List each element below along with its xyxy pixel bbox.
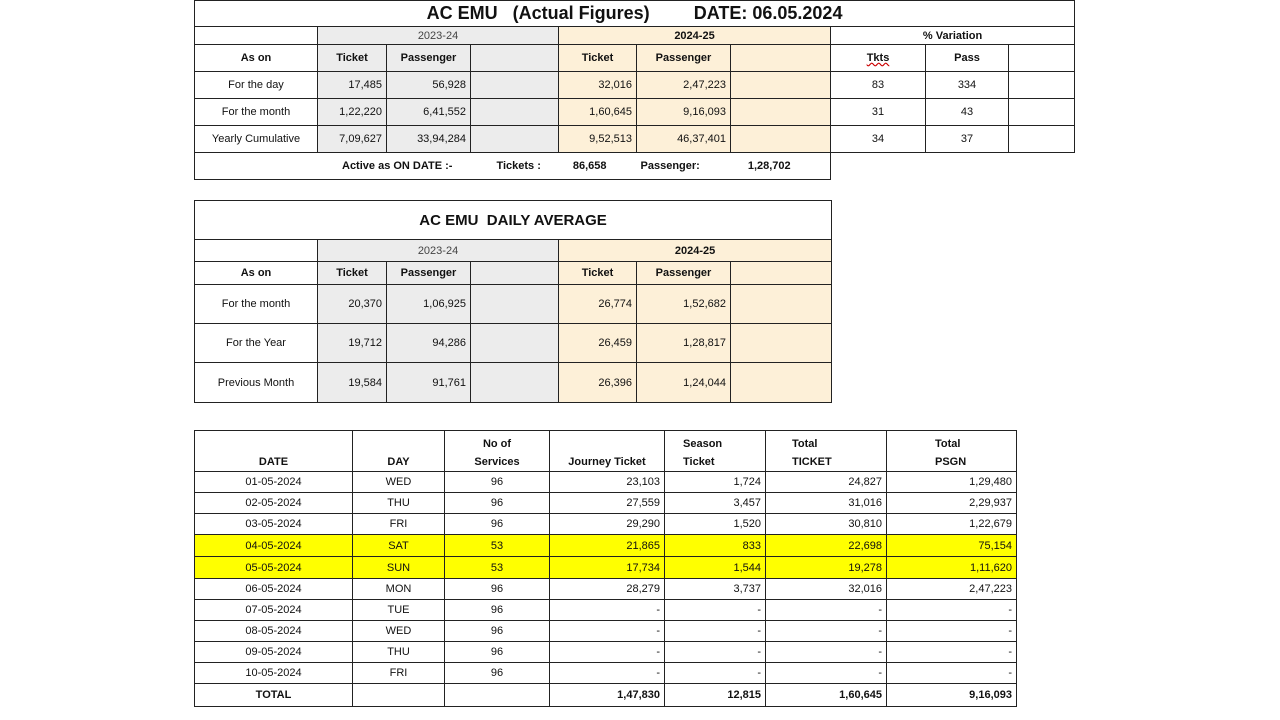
table-row: For the day 17,485 56,928 32,016 2,47,223 83 334 <box>195 72 1075 99</box>
col-services: No of Services <box>445 431 550 472</box>
col-curr-passenger: Passenger <box>637 45 731 72</box>
active-passenger-value: 1,28,702 <box>747 160 791 172</box>
avg-col-prev-passenger: Passenger <box>387 262 471 285</box>
table-row: 10-05-2024 FRI 96 - - - - <box>195 663 1017 684</box>
avg-col-curr-ticket: Ticket <box>559 262 637 285</box>
avg-col-prev-ticket: Ticket <box>318 262 387 285</box>
report-date: DATE: 06.05.2024 <box>693 3 843 23</box>
daily-average-table <box>194 200 832 403</box>
col-var-tkts: Tkts <box>831 45 926 72</box>
table-row: 09-05-2024 THU 96 - - - - <box>195 642 1017 663</box>
summary-title-cell <box>195 1 1075 27</box>
active-tickets-value: 86,658 <box>572 160 607 172</box>
variation-header: % Variation <box>831 27 1075 45</box>
active-tickets-label: Tickets : <box>496 160 541 172</box>
col-as-on: As on <box>195 45 318 72</box>
table-row: For the Year 19,712 94,286 26,459 1,28,817 <box>195 324 832 363</box>
summary-title: AC EMU (Actual Figures) <box>426 3 650 23</box>
table-row: 02-05-2024 THU 96 27,559 3,457 31,016 2,29,937 <box>195 493 1017 514</box>
col-prev-ticket: Ticket <box>318 45 387 72</box>
table-row: Previous Month 19,584 91,761 26,396 1,24,044 <box>195 363 832 403</box>
table-row: Yearly Cumulative 7,09,627 33,94,284 9,52,513 46,37,401 34 37 <box>195 126 1075 153</box>
active-label: Active as ON DATE :- <box>342 160 453 172</box>
daily-average-title: AC EMU DAILY AVERAGE <box>195 201 832 240</box>
total-label: TOTAL <box>195 684 353 707</box>
year-curr-header: 2024-25 <box>559 27 831 45</box>
table-row: 03-05-2024 FRI 96 29,290 1,520 30,810 1,22,679 <box>195 514 1017 535</box>
actual-figures-table <box>194 0 1075 180</box>
table-row: 01-05-2024 WED 96 23,103 1,724 24,827 1,29,480 <box>195 472 1017 493</box>
col-var-pass: Pass <box>926 45 1009 72</box>
table-row-weekend: 05-05-2024 SUN 53 17,734 1,544 19,278 1,11,620 <box>195 557 1017 579</box>
avg-col-curr-passenger: Passenger <box>637 262 731 285</box>
total-row <box>195 684 1017 707</box>
active-row <box>195 153 1075 180</box>
table-row: 07-05-2024 TUE 96 - - - - <box>195 600 1017 621</box>
col-total-ticket: Total TICKET <box>766 431 887 472</box>
active-passenger-label: Passenger: <box>640 160 700 172</box>
col-curr-ticket: Ticket <box>559 45 637 72</box>
table-row-weekend: 04-05-2024 SAT 53 21,865 833 22,698 75,154 <box>195 535 1017 557</box>
table-row: For the month 1,22,220 6,41,552 1,60,645 9,16,093 31 43 <box>195 99 1075 126</box>
col-date: DATE <box>195 431 353 472</box>
table-row: For the month 20,370 1,06,925 26,774 1,52,682 <box>195 285 832 324</box>
total-ticket: 1,60,645 <box>766 684 887 707</box>
total-season: 12,815 <box>665 684 766 707</box>
table-row: 06-05-2024 MON 96 28,279 3,737 32,016 2,47,223 <box>195 579 1017 600</box>
col-prev-passenger: Passenger <box>387 45 471 72</box>
col-total-psgn: Total PSGN <box>887 431 1017 472</box>
daily-detail-table <box>194 430 1017 707</box>
avg-col-as-on: As on <box>195 262 318 285</box>
total-journey: 1,47,830 <box>550 684 665 707</box>
avg-year-prev-header: 2023-24 <box>318 240 559 262</box>
col-journey-ticket: Journey Ticket <box>550 431 665 472</box>
year-prev-header: 2023-24 <box>318 27 559 45</box>
col-season-ticket: Season Ticket <box>665 431 766 472</box>
total-psgn: 9,16,093 <box>887 684 1017 707</box>
table-row: 08-05-2024 WED 96 - - - - <box>195 621 1017 642</box>
col-day: DAY <box>353 431 445 472</box>
avg-year-curr-header: 2024-25 <box>559 240 832 262</box>
